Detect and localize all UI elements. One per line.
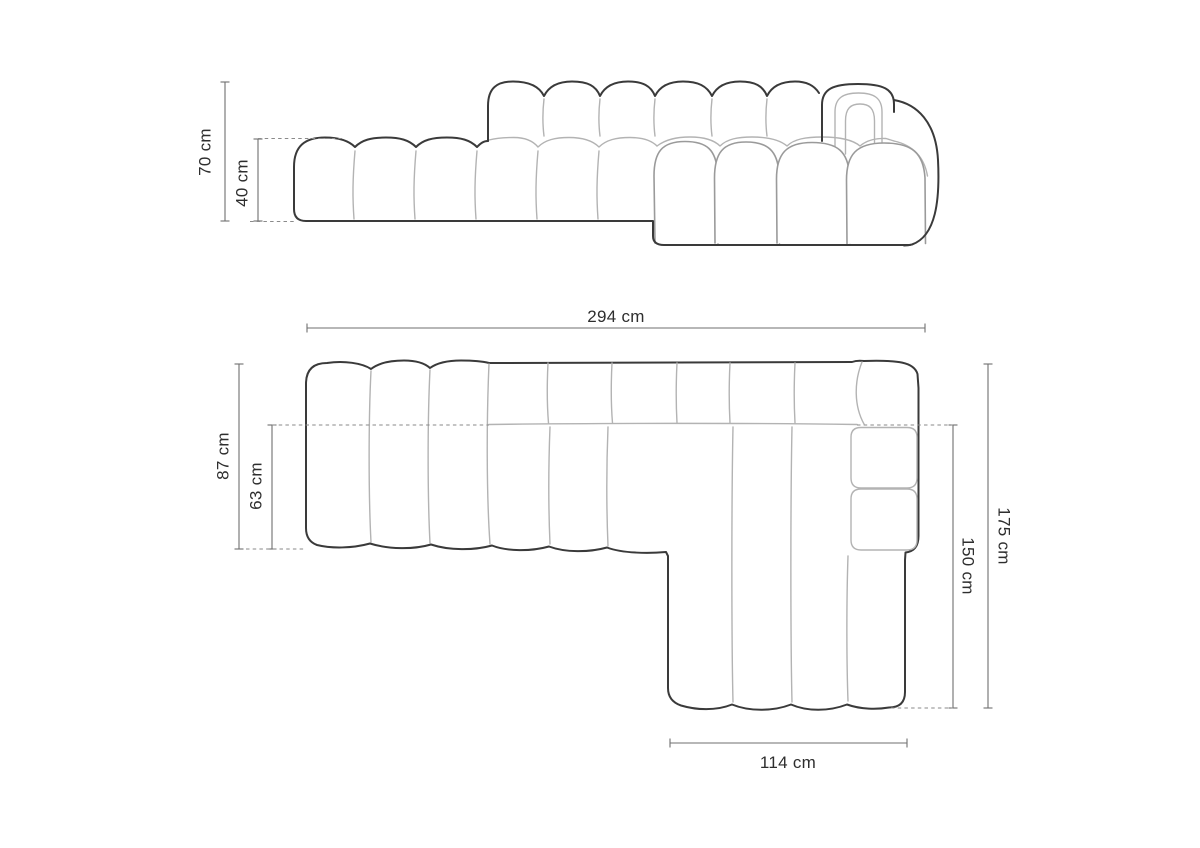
back-band-divider: [676, 363, 677, 423]
seat-divider: [414, 151, 416, 219]
back-divider: [654, 99, 655, 136]
dim-label-total-width: 294 cm: [587, 307, 645, 326]
back-band-divider: [794, 363, 795, 423]
chaise-cushion: [777, 143, 851, 244]
dim-label-total-depth: 87 cm: [213, 432, 233, 480]
back-divider: [711, 99, 712, 136]
chaise-cushion: [847, 143, 926, 244]
seat-divider: [597, 151, 599, 219]
dim-label-total-height: 70 cm: [195, 128, 215, 176]
back-divider: [766, 99, 767, 136]
back-divider: [543, 99, 544, 136]
seat-divider: [536, 151, 538, 219]
dim-label-chaise-length: 150 cm: [958, 537, 978, 595]
dim-label-total-length: 175 cm: [994, 507, 1014, 565]
seat-top-inner-scallop: [489, 138, 657, 148]
top-view-drawing: [213, 307, 1013, 772]
seat-divider: [353, 151, 355, 219]
seat-divider: [475, 151, 477, 219]
dim-label-seat-depth: 63 cm: [246, 462, 266, 510]
dim-label-seat-height: 40 cm: [232, 159, 252, 207]
chaise-cushion: [715, 142, 780, 243]
dim-label-chaise-width: 114 cm: [759, 753, 817, 772]
front-view-drawing: [195, 82, 938, 246]
front-chaise-cushions: [654, 142, 926, 244]
back-divider: [599, 99, 600, 136]
back-band-divider: [729, 363, 730, 423]
chaise-cushion: [654, 142, 718, 244]
